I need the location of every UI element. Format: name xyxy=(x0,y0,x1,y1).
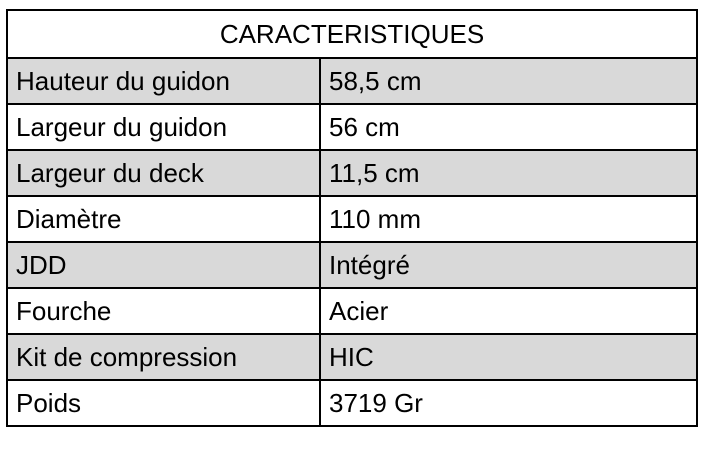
table-row xyxy=(7,196,697,242)
spec-label: Diamètre xyxy=(7,196,320,242)
table-row xyxy=(7,288,697,334)
spec-value: 11,5 cm xyxy=(320,150,697,196)
specs-table xyxy=(6,9,698,427)
table-header-row xyxy=(7,10,697,58)
spec-value: HIC xyxy=(320,334,697,380)
table-title: CARACTERISTIQUES xyxy=(7,10,697,58)
table-row xyxy=(7,58,697,104)
table-row xyxy=(7,334,697,380)
spec-label: Kit de compression xyxy=(7,334,320,380)
spec-value: 56 cm xyxy=(320,104,697,150)
spec-value: Acier xyxy=(320,288,697,334)
table-row xyxy=(7,150,697,196)
spec-value: 110 mm xyxy=(320,196,697,242)
spec-value: 3719 Gr xyxy=(320,380,697,426)
table-row xyxy=(7,242,697,288)
spec-value: Intégré xyxy=(320,242,697,288)
table-row xyxy=(7,380,697,426)
spec-label: Fourche xyxy=(7,288,320,334)
spec-label: Hauteur du guidon xyxy=(7,58,320,104)
spec-label: Poids xyxy=(7,380,320,426)
spec-value: 58,5 cm xyxy=(320,58,697,104)
spec-label: JDD xyxy=(7,242,320,288)
spec-label: Largeur du guidon xyxy=(7,104,320,150)
table-row xyxy=(7,104,697,150)
spec-label: Largeur du deck xyxy=(7,150,320,196)
